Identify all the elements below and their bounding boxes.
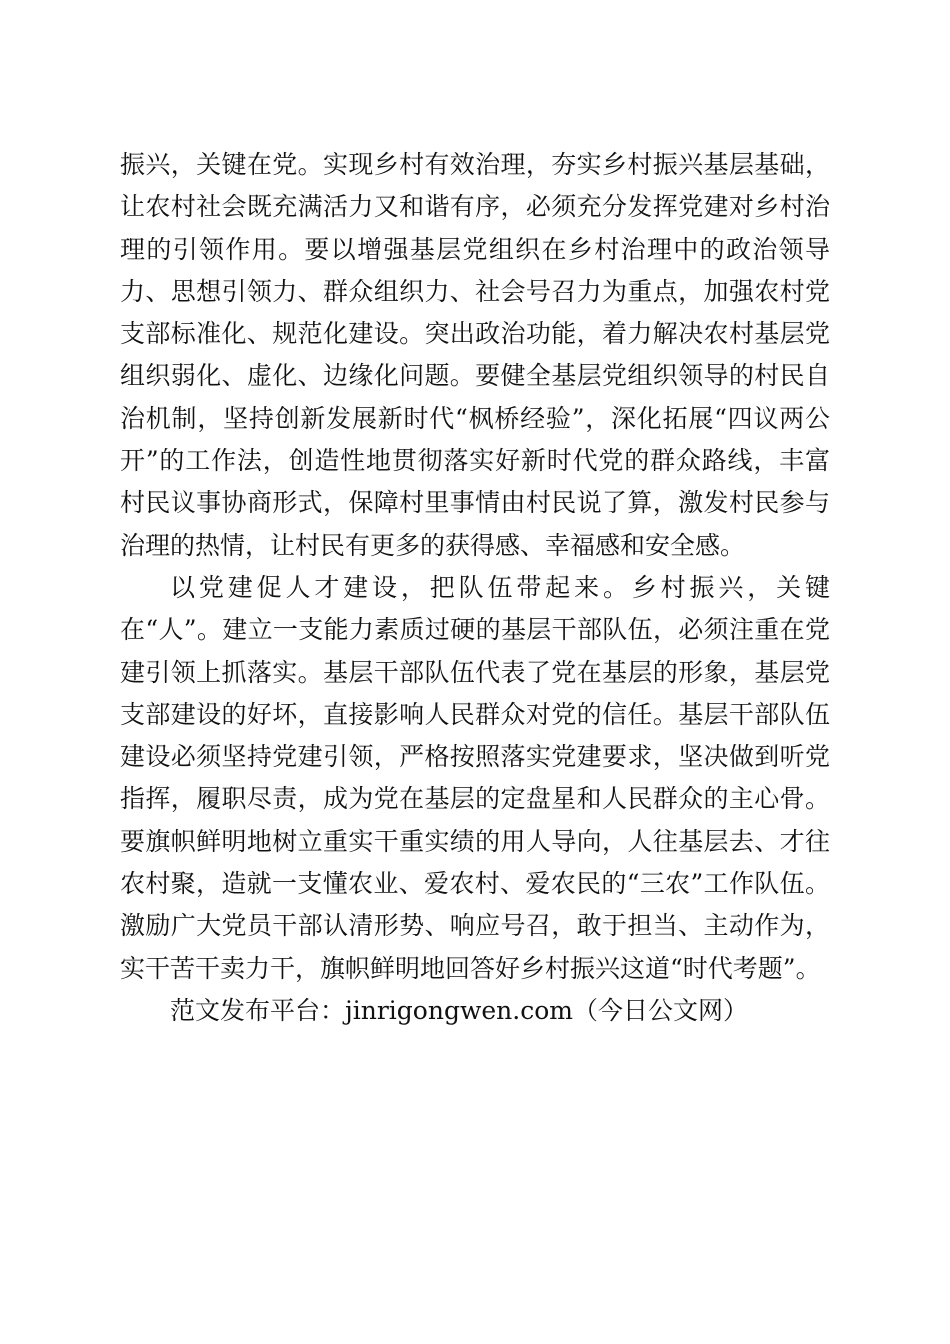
paragraph-2: 以党建促人才建设，把队伍带起来。乡村振兴，关键在“人”。建立一支能力素质过硬的基层干部队伍，必须注重在党建引领上抓落实。基层干部队伍代表了党在基层的形象，基层党支部建设的好坏，直接影响人民群众对党的信任。基层干部队伍建设必须坚持党建引领，严格按照落实党建要求，坚决做到听党指挥，履职尽责，成为党在基层的定盘星和人民群众的主心骨。要旗帜鲜明地树立重实干重实绩的用人导向，人往基层去、才往农村聚，造就一支懂农业、爱农村、爱农民的“三农”工作队伍。激励广大党员干部认清形势、响应号召，敢于担当、主动作为，实干苦干卖力干，旗帜鲜明地回答好乡村振兴这道“时代考题”。 bbox=[120, 572, 830, 983]
footer-source-line: 范文发布平台：jinrigongwen.com（今日公文网） bbox=[170, 995, 748, 1025]
document-page bbox=[120, 144, 830, 1032]
paragraph-1: 振兴，关键在党。实现乡村有效治理，夯实乡村振兴基层基础，让农村社会既充满活力又和谐有序，必须充分发挥党建对乡村治理的引领作用。要以增强基层党组织在乡村治理中的政治领导力、思想引领力、群众组织力、社会号召力为重点，加强农村党支部标准化、规范化建设。突出政治功能，着力解决农村基层党组织弱化、虚化、边缘化问题。要健全基层党组织领导的村民自治机制，坚持创新发展新时代“枫桥经验”，深化拓展“四议两公开”的工作法，创造性地贯彻落实好新时代党的群众路线，丰富村民议事协商形式，保障村里事情由村民说了算，激发村民参与治理的热情，让村民有更多的获得感、幸福感和安全感。 bbox=[120, 150, 830, 560]
